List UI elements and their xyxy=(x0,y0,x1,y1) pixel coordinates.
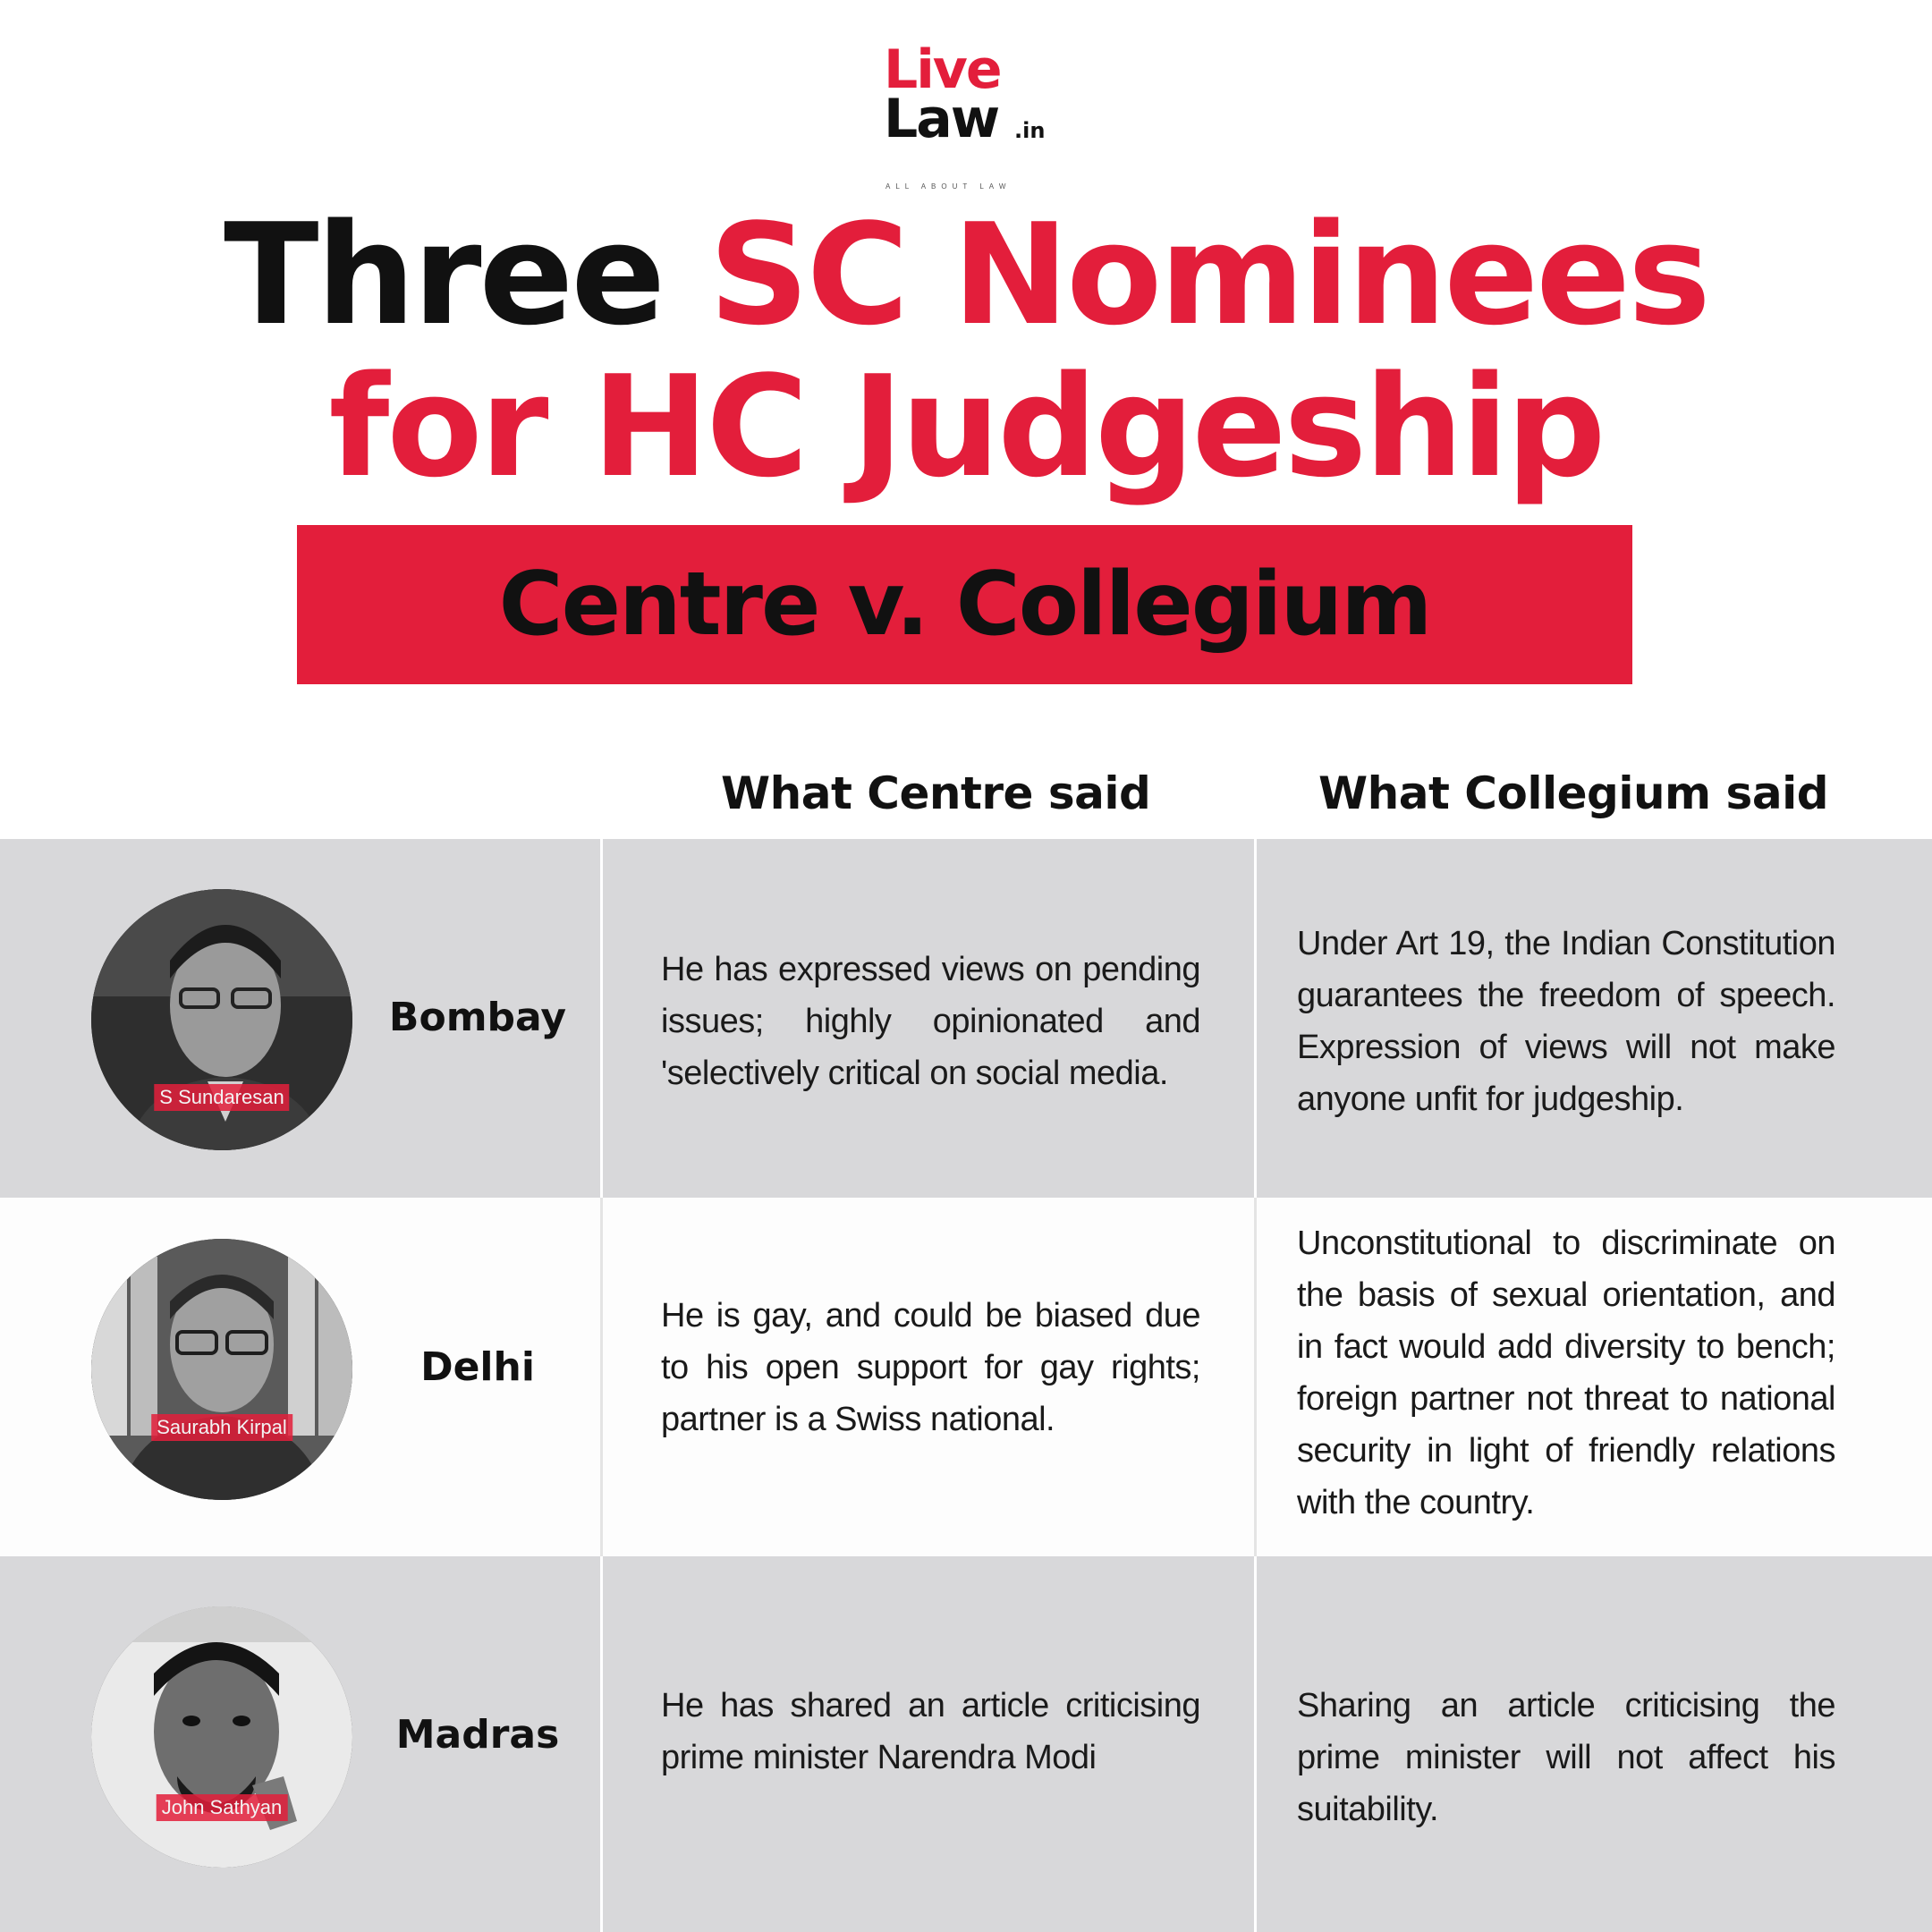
column-divider xyxy=(1254,1198,1257,1556)
person-name-badge: Saurabh Kirpal xyxy=(151,1414,292,1441)
table-row xyxy=(0,1198,1932,1556)
column-divider xyxy=(600,1198,603,1556)
avatar xyxy=(91,1239,352,1500)
table-row xyxy=(0,1556,1932,1932)
title-red-part: SC Nominees xyxy=(708,193,1708,356)
person-portrait-icon xyxy=(91,889,352,1150)
page-title-line1 xyxy=(0,193,1932,356)
avatar xyxy=(91,1606,352,1868)
logo-tagline: ALL ABOUT LAW xyxy=(886,182,1012,191)
court-name: Madras xyxy=(395,1712,560,1758)
column-divider xyxy=(1254,1556,1257,1932)
centre-statement: He has expressed views on pending issues; highly opinionated and 'selectively critical on social media. xyxy=(661,951,1200,1092)
header-centre: What Centre said xyxy=(721,767,1151,819)
page-title-line2: for HC Judgeship xyxy=(328,345,1604,508)
column-divider xyxy=(1254,839,1257,1198)
logo-law: Law xyxy=(884,88,999,150)
table-row xyxy=(0,839,1932,1198)
person-portrait-icon xyxy=(91,1606,352,1868)
title-black-part: Three xyxy=(224,193,664,356)
logo-domain: .in xyxy=(1014,118,1046,143)
livelaw-logo xyxy=(884,38,1063,191)
person-name-badge: S Sundaresan xyxy=(154,1084,289,1111)
person-portrait-icon xyxy=(91,1239,352,1500)
collegium-statement: Under Art 19, the Indian Constitution guarantees the freedom of speech. Expression of views will not make anyone unfit for judgeship. xyxy=(1297,925,1835,1118)
avatar xyxy=(91,889,352,1150)
centre-statement: He is gay, and could be biased due to his open support for gay rights; partner is a Swiss national. xyxy=(661,1297,1200,1438)
court-name: Bombay xyxy=(388,995,567,1040)
person-name-badge: John Sathyan xyxy=(157,1794,288,1821)
centre-statement: He has shared an article criticising prime minister Narendra Modi xyxy=(661,1687,1200,1776)
subtitle-banner xyxy=(297,525,1632,684)
subtitle-text: Centre v. Collegium xyxy=(498,554,1431,656)
header-collegium: What Collegium said xyxy=(1318,767,1828,819)
column-divider xyxy=(600,839,603,1198)
court-name: Delhi xyxy=(420,1344,535,1390)
collegium-statement: Unconstitutional to discriminate on the basis of sexual orientation, and in fact would add diversity to bench; foreign partner not threat to national security in light of friendly relations with the country. xyxy=(1297,1224,1835,1521)
logo-live: Live xyxy=(884,38,1001,101)
collegium-statement: Sharing an article criticising the prime minister will not affect his suitability. xyxy=(1297,1687,1835,1828)
column-divider xyxy=(600,1556,603,1932)
